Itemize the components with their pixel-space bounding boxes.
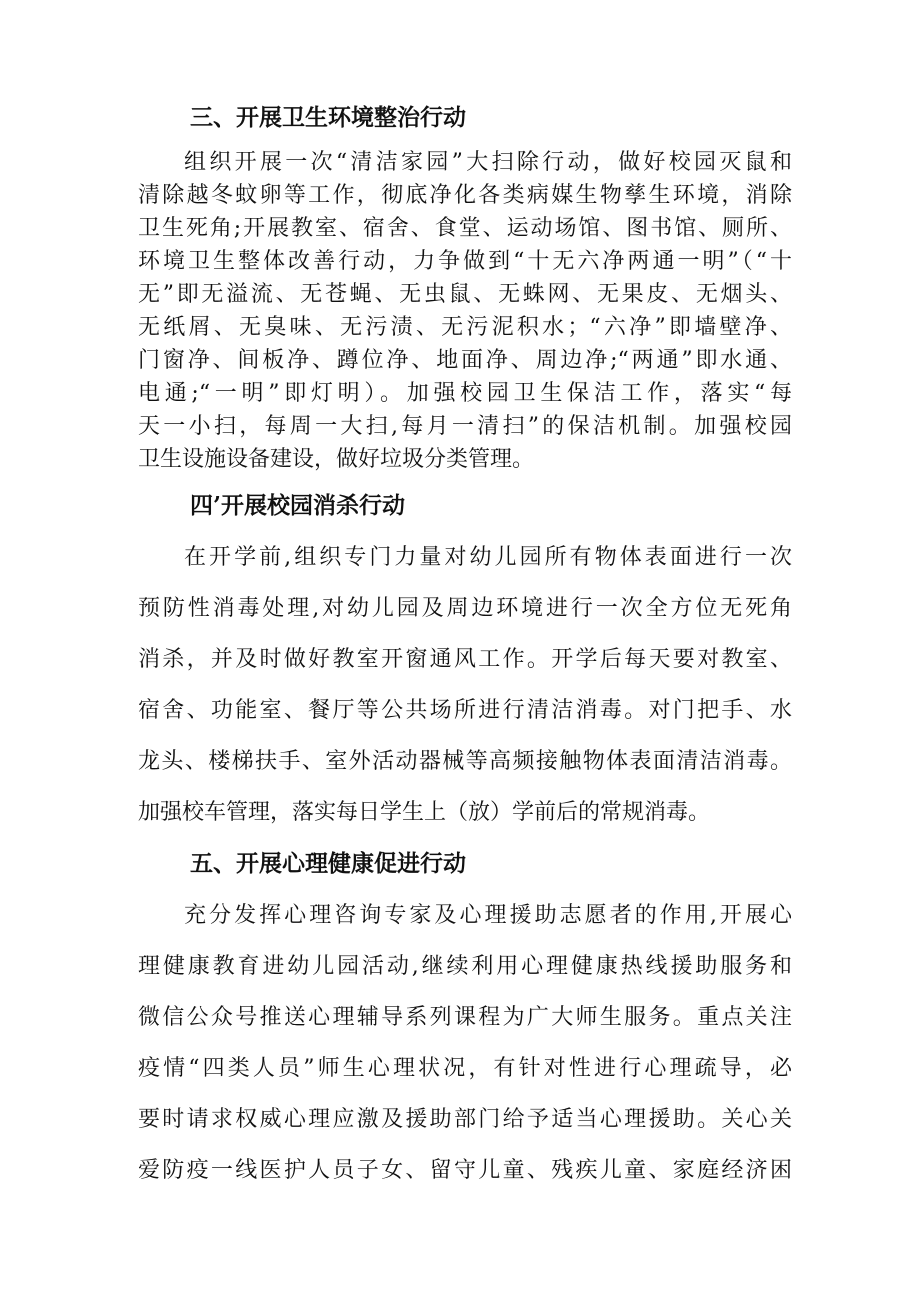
paragraph-line: 充分发挥心理咨询专家及心理援助志愿者的作用,开展心 [184, 903, 792, 928]
section-5-paragraph [138, 890, 792, 1196]
section-heading-5: 五、开展心理健康促进行动 [190, 850, 466, 877]
paragraph-line: 消杀，并及时做好教室开窗通风工作。开学后每天要对教室、 [138, 647, 792, 672]
section-3-paragraph [138, 146, 792, 476]
paragraph-line: 要时请求权威心理应激及援助部门给予适当心理援助。关心关 [138, 1107, 792, 1132]
paragraph-line: 疫情“四类人员”师生心理状况，有针对性进行心理疏导，必 [138, 1056, 792, 1081]
document-page [138, 96, 792, 1196]
paragraph-line: 门窗净、间板净、蹲位净、地面净、周边净;“两通”即水通、 [138, 348, 792, 373]
paragraph-line: 清除越冬蚊卵等工作，彻底净化各类病媒生物孳生环境，消除 [138, 183, 792, 208]
paragraph-line: 无”即无溢流、无苍蝇、无虫鼠、无蛛网、无果皮、无烟头、 [138, 282, 792, 307]
paragraph-line: 微信公众号推送心理辅导系列课程为广大师生服务。重点关注 [138, 1005, 792, 1030]
paragraph-line: 卫生设施设备建设，做好垃圾分类管理。 [138, 447, 535, 472]
paragraph-line: 爱防疫一线医护人员子女、留守儿童、残疾儿童、家庭经济困 [138, 1158, 792, 1183]
paragraph-line: 宿舍、功能室、餐厅等公共场所进行清洁消毒。对门把手、水 [138, 698, 792, 723]
section-4-paragraph [138, 532, 792, 838]
paragraph-line: 电通;“一明”即灯明）。加强校园卫生保洁工作，落实“每 [138, 381, 792, 406]
paragraph-line: 理健康教育进幼儿园活动,继续利用心理健康热线援助服务和 [138, 954, 792, 979]
paragraph-line: 天一小扫，每周一大扫,每月一清扫”的保洁机制。加强校园 [138, 414, 792, 439]
paragraph-line: 卫生死角;开展教室、宿舍、食堂、运动场馆、图书馆、厕所、 [138, 216, 792, 241]
paragraph-line: 在开学前,组织专门力量对幼儿园所有物体表面进行一次 [184, 545, 792, 570]
paragraph-line: 龙头、楼梯扶手、室外活动器械等高频接触物体表面清洁消毒。 [138, 749, 792, 774]
section-heading-4: 四’开展校园消杀行动 [190, 492, 406, 519]
paragraph-line: 预防性消毒处理,对幼儿园及周边环境进行一次全方位无死角 [138, 596, 792, 621]
paragraph-line: 加强校车管理，落实每日学生上（放）学前后的常规消毒。 [138, 800, 711, 825]
paragraph-line: 组织开展一次“清洁家园”大扫除行动，做好校园灭鼠和 [184, 150, 792, 175]
paragraph-line: 环境卫生整体改善行动，力争做到“十无六净两通一明”（“十 [138, 249, 792, 274]
paragraph-line: 无纸屑、无臭味、无污渍、无污泥积水；“六净”即墙壁净、 [138, 315, 792, 340]
section-heading-3: 三、开展卫生环境整治行动 [190, 104, 466, 131]
